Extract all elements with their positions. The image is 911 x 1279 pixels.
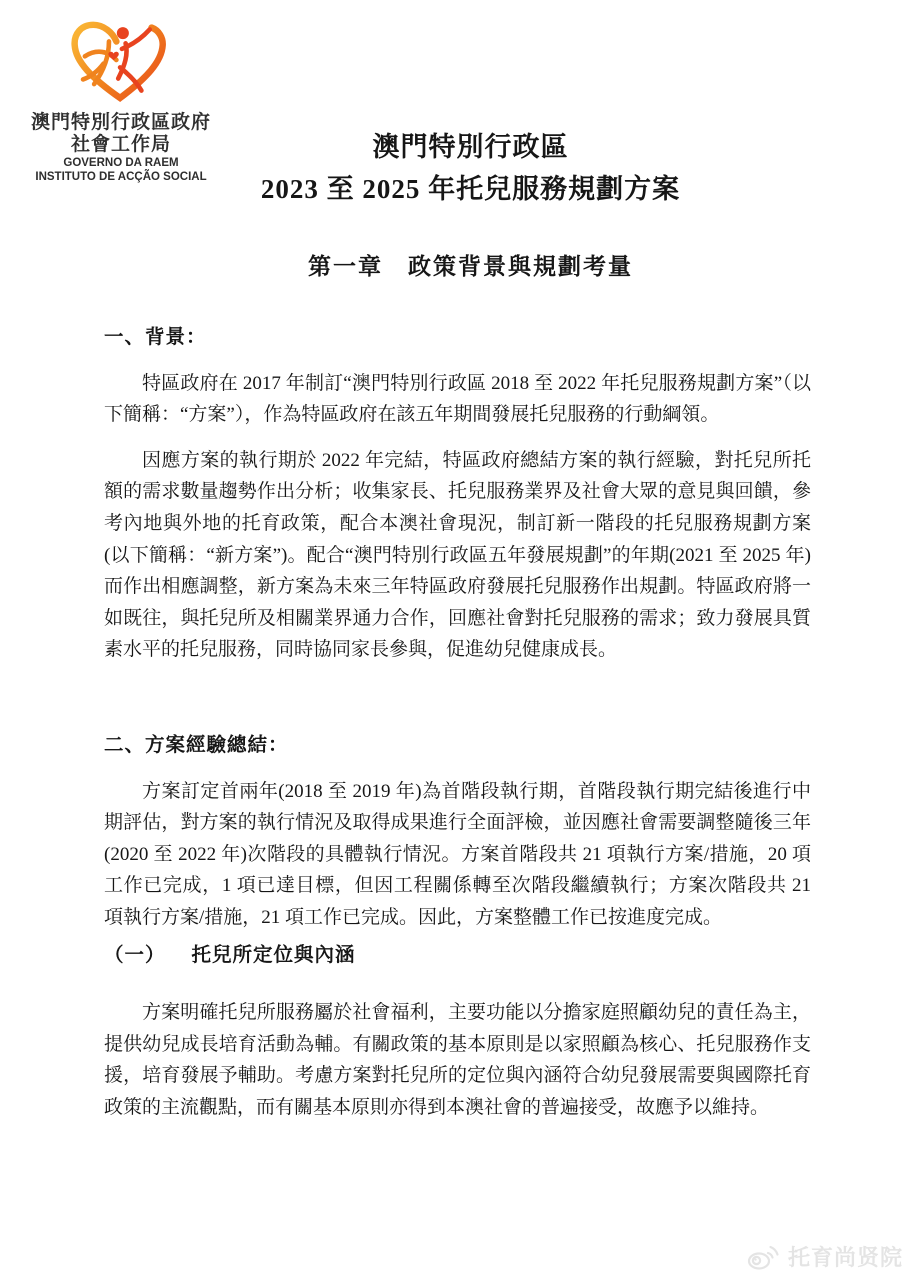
watermark-text: 托育尚贤院 [787, 1245, 903, 1270]
org-name-chinese-line2: 社會工作局 [70, 134, 171, 155]
paragraph-experience-summary-1: 方案訂定首兩年(2018 至 2019 年)為首階段執行期，首階段執行期完結後進行中期評估，對方案的執行情況及取得成果進行全面評檢，並因應社會需要調整隨後三年(2020 至 2022 年)次階段的具體執行情況。方案首階段共 21 項執行方案/措施，20 項工作已完成，1 項已達目標，但因工程關係轉至次階段繼續執行；方案次階段共 21 項執行方案/措施，21 項工作已完成。因此，方案整體工作已按進度完成。 [104, 780, 811, 928]
org-name-chinese-line1: 澳門特別行政區政府 [30, 112, 211, 133]
paragraph-background-1: 特區政府在 2017 年制訂“澳門特別行政區 2018 至 2022 年托兒服務規劃方案”（以下簡稱：“方案”），作為特區政府在該五年期間發展托兒服務的行動綱領。 [104, 372, 811, 426]
document-title-line2: 2023 至 2025 年托兒服務規劃方案 [260, 174, 681, 204]
heart-with-figures-logo [60, 10, 182, 110]
subsection-heading-positioning [104, 940, 811, 972]
section-heading-background: 一、背景： [104, 327, 207, 348]
paragraph-positioning-1: 方案明確托兒所服務屬於社會福利，主要功能以分擔家庭照顧幼兒的責任為主，提供幼兒成長培育活動為輔。有關政策的基本原則是以家照顧為核心、托兒服務作支援，培育發展予輔助。考慮方案對托兒所的定位與內涵符合幼兒發展需要與國際托育政策的主流觀點，而有關基本原則亦得到本澳社會的普遍接受，故應予以維持。 [104, 1002, 811, 1118]
paragraph-background-2: 因應方案的執行期於 2022 年完結，特區政府總結方案的執行經驗，對托兒所托額的需求數量趨勢作出分析；收集家長、托兒服務業界及社會大眾的意見與回饋，參考內地與外地的托育政策，配合本澳社會現況，制訂新一階段的托兒服務規劃方案(以下簡稱：“新方案”)。配合“澳門特別行政區五年發展規劃”的年期(2021 至 2025 年)而作出相應調整，新方案為未來三年特區政府發展托兒服務作出規劃。特區政府將一如既往，與托兒所及相關業界通力合作，回應社會對托兒服務的需求；致力發展具質素水平的托兒服務，同時協同家長參與，促進幼兒健康成長。 [104, 449, 811, 661]
org-name-portuguese-line2: INSTITUTO DE ACÇÃO SOCIAL [35, 171, 207, 183]
org-name-portuguese-line1: GOVERNO DA RAEM [63, 157, 179, 169]
weibo-icon [747, 1243, 781, 1271]
document-body [104, 322, 811, 1123]
subsection-number: （一） [104, 944, 166, 966]
document-title-line1: 澳門特別行政區 [372, 132, 569, 162]
section-heading-experience-summary: 二、方案經驗總結： [104, 734, 289, 756]
document-title [30, 126, 911, 210]
chapter-heading: 第一章 政策背景與規劃考量 [308, 254, 633, 279]
subsection-title: 托兒所定位與內涵 [191, 944, 356, 966]
watermark [747, 1241, 903, 1272]
